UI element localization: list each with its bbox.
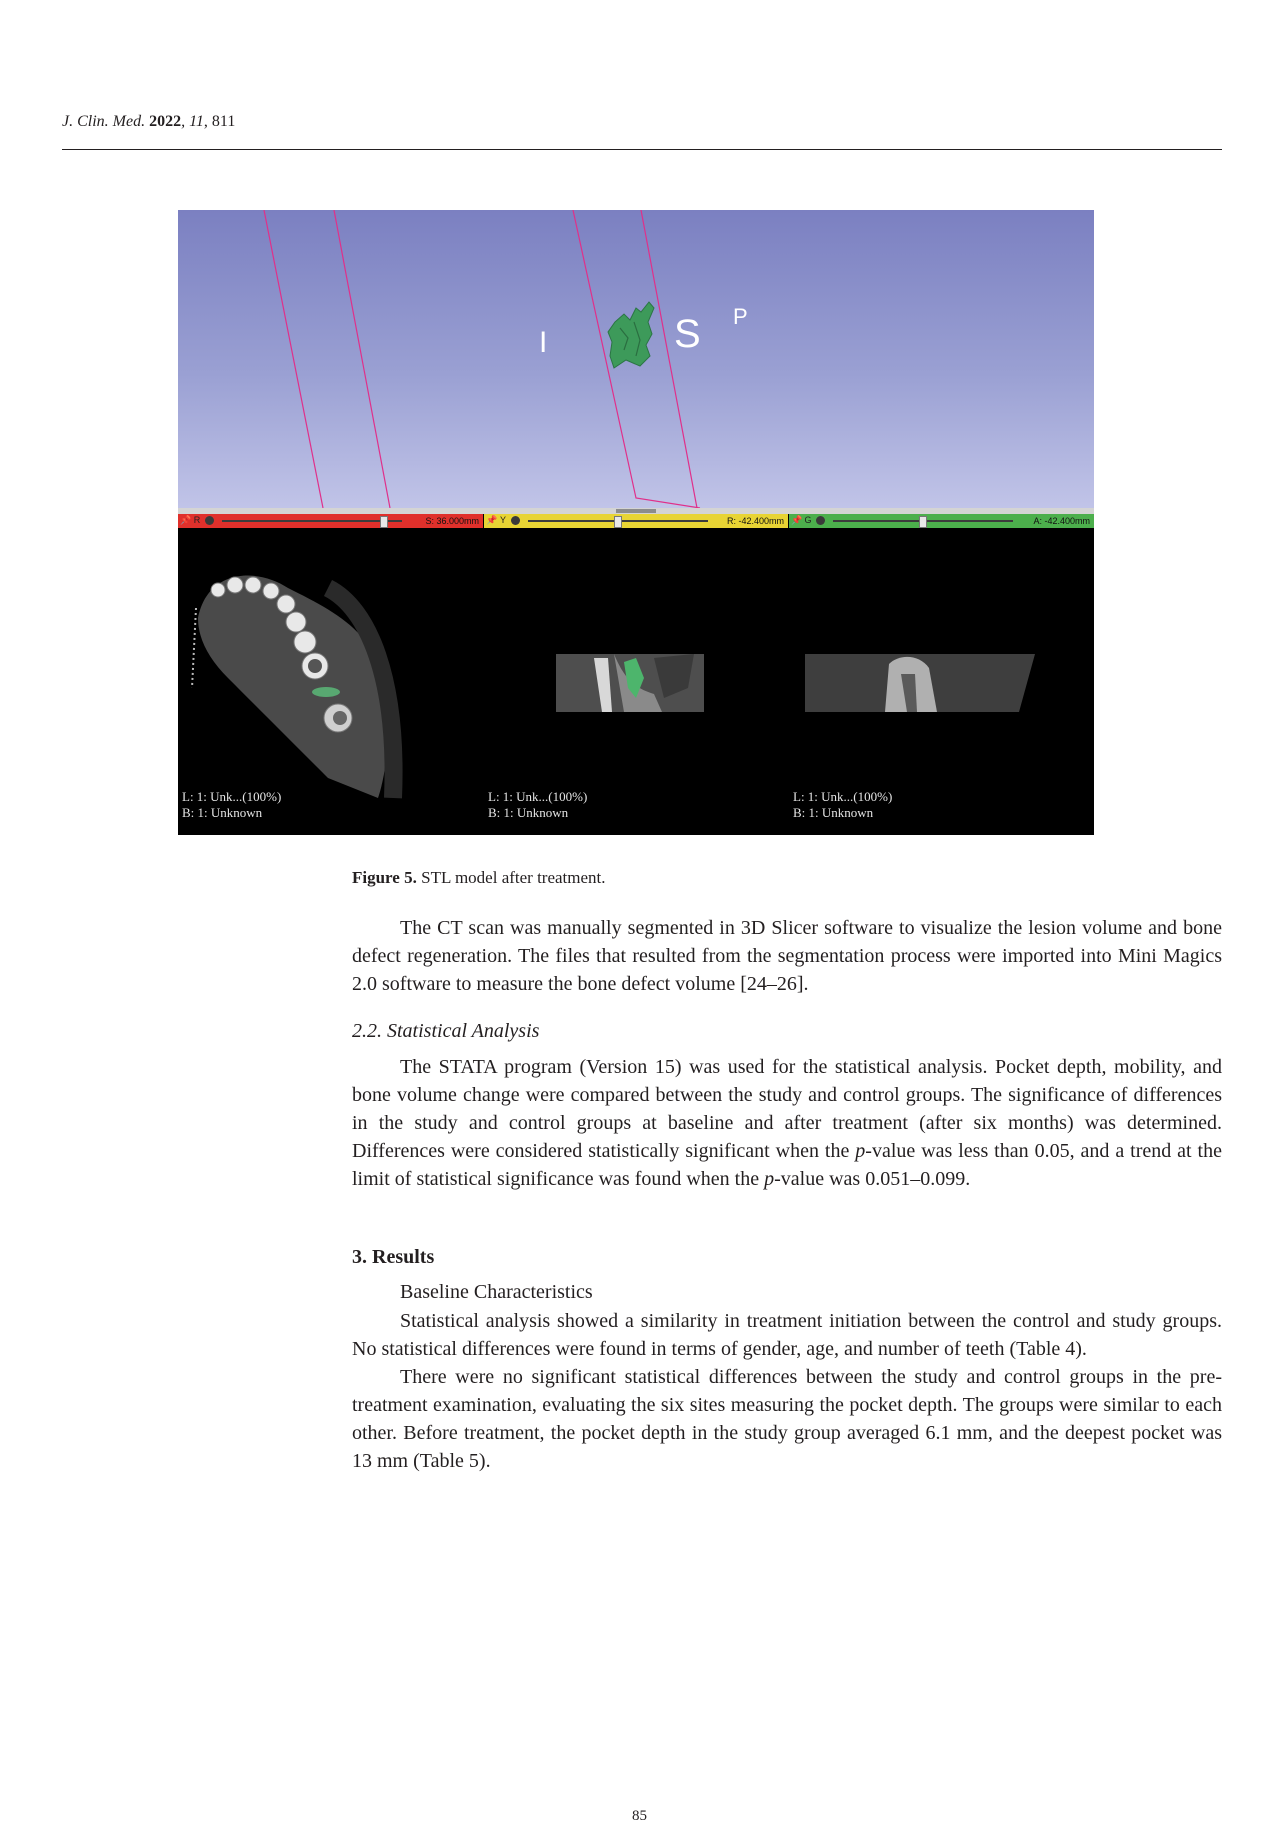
slider-handle[interactable] [614, 516, 622, 528]
figure-5 [178, 210, 1094, 835]
slice-slider[interactable] [222, 520, 402, 522]
body-paragraph: Statistical analysis showed a similarity in treatment initiation between the control and study groups. No statistical differences were found in terms of gender, age, and number of teeth (Table 4). There were no significant statistical differences between the study and control groups in the pre-treatment examination, evaluating the six sites measuring the pocket depth. The groups were similar to each other. Before treatment, the pocket depth in the study group averaged 6.1 mm, and the deepest pocket was 13 mm (Table 5). [352, 1310, 1222, 1472]
eye-icon[interactable] [816, 516, 825, 525]
segment-label: L: 1: Unk...(100%) B: 1: Unknown [793, 789, 893, 820]
pin-icon[interactable]: 📌 [791, 515, 803, 525]
coronal-ct-image [789, 528, 1094, 835]
body-paragraph: The CT scan was manually segmented in 3D Slicer software to visualize the lesion volume and bone defect regeneration. The files that resulted from the segmentation process were imported into Mini Magics 2.0 software to measure the bone defect volume [24–26]. [352, 917, 1222, 995]
section-heading-3: 3. Results [352, 1246, 435, 1268]
red-slice-view[interactable] [178, 514, 483, 835]
orientation-label-s: S [674, 312, 701, 356]
section-heading-2-2: 2.2. Statistical Analysis [352, 1020, 540, 1042]
header-rule [62, 149, 1222, 150]
slice-offset-value: A: -42.400mm [1033, 516, 1090, 526]
green-slice-controller [789, 514, 1094, 528]
slider-handle[interactable] [380, 516, 388, 528]
article-number: 811 [211, 113, 236, 130]
slice-name: R [193, 515, 201, 525]
pin-icon[interactable]: 📌 [180, 515, 192, 525]
slice-plane-line [264, 210, 323, 508]
yellow-slice-controller [484, 514, 788, 528]
orientation-label-i: I [539, 326, 548, 359]
figure-caption [352, 868, 606, 888]
journal-volume: 11 [189, 113, 204, 130]
journal-year: 2022 [149, 113, 182, 130]
eye-icon[interactable] [205, 516, 214, 525]
stl-model-mesh [608, 302, 654, 368]
splitter-grip[interactable] [616, 509, 656, 513]
3d-view[interactable] [178, 210, 1094, 508]
running-header: J. Clin. Med. 2022, 11, 811 [62, 113, 236, 130]
eye-icon[interactable] [511, 516, 520, 525]
pin-icon[interactable]: 📌 [486, 515, 498, 525]
slice-name: G [804, 515, 812, 525]
slice-offset-value: R: -42.400mm [726, 516, 784, 526]
orientation-label-p: P [733, 304, 748, 329]
slice-offset-value: S: 36.000mm [425, 516, 479, 526]
slice-plane-line [334, 210, 390, 508]
sagittal-ct-image [484, 528, 788, 835]
journal-name: J. Clin. Med. [62, 113, 146, 130]
red-slice-controller [178, 514, 483, 528]
slice-name: Y [499, 515, 506, 525]
figure-caption-text: STL model after treatment. [421, 868, 606, 887]
segment-label: L: 1: Unk...(100%) B: 1: Unknown [182, 789, 282, 820]
figure-label: Figure 5. [352, 868, 417, 887]
slice-plane-line [641, 210, 697, 508]
body-paragraph: The STATA program (Version 15) was used for the statistical analysis. Pocket depth, mobility, and bone volume change were compared between the study and control groups. The significance of differences in the study and control groups at baseline and after treatment (after six months) was determined. Differences were considered statistically significant when the p-value was less than 0.05, and a trend at the limit of statistical significance was found when the p-value was 0.051–0.099. [352, 1056, 1222, 1190]
slider-handle[interactable] [919, 516, 927, 528]
segment-label: L: 1: Unk...(100%) B: 1: Unknown [488, 789, 588, 820]
axial-ct-image [178, 528, 483, 835]
3d-scene [178, 210, 1094, 508]
subsection-heading: Baseline Characteristics [400, 1281, 593, 1303]
page-number: 85 [632, 1808, 647, 1824]
yellow-slice-view[interactable] [484, 514, 788, 835]
green-slice-view[interactable] [789, 514, 1094, 835]
